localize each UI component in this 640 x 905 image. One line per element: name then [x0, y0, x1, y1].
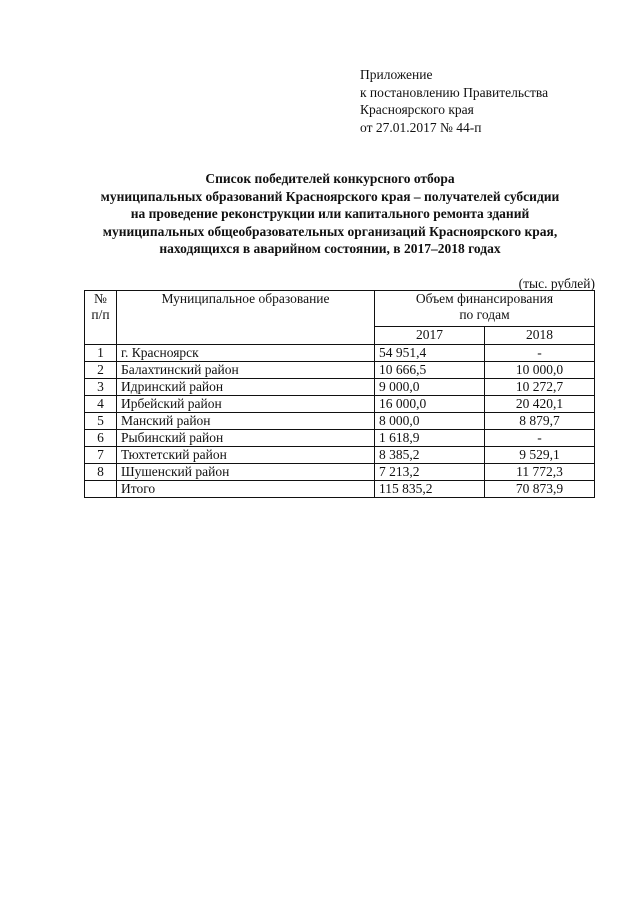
document-title [60, 170, 600, 258]
row-municipality: Шушенский район [117, 464, 375, 481]
header-funding-line1: Объем финансирования [415, 291, 554, 306]
table-total-row [85, 481, 595, 498]
appendix-line: Приложение [360, 67, 433, 82]
header-funding-line2: по годам [459, 307, 510, 322]
row-value-2017: 54 951,4 [375, 345, 485, 362]
table-row [85, 396, 595, 413]
row-number: 3 [85, 379, 117, 396]
row-value-2018: 9 529,1 [485, 447, 595, 464]
total-number [85, 481, 117, 498]
row-number: 8 [85, 464, 117, 481]
row-municipality: Манский район [117, 413, 375, 430]
title-line: находящихся в аварийном состоянии, в 2017–2018 годах [159, 241, 501, 256]
appendix-block [360, 66, 548, 136]
table-row [85, 345, 595, 362]
header-number-line2: п/п [91, 307, 110, 322]
row-value-2018: 10 272,7 [485, 379, 595, 396]
header-year-2017: 2017 [375, 327, 485, 345]
header-number-line1: № [94, 291, 107, 306]
row-value-2018: - [485, 430, 595, 447]
row-value-2018: 20 420,1 [485, 396, 595, 413]
appendix-line: от 27.01.2017 № 44-п [360, 119, 482, 135]
row-value-2018: 10 000,0 [485, 362, 595, 379]
row-number: 2 [85, 362, 117, 379]
row-value-2017: 16 000,0 [375, 396, 485, 413]
row-value-2017: 8 385,2 [375, 447, 485, 464]
table-row [85, 430, 595, 447]
table-row [85, 447, 595, 464]
table-row [85, 413, 595, 430]
row-value-2017: 10 666,5 [375, 362, 485, 379]
row-municipality: Балахтинский район [117, 362, 375, 379]
table-row [85, 464, 595, 481]
header-year-2018: 2018 [485, 327, 595, 345]
row-value-2018: - [485, 345, 595, 362]
row-number: 4 [85, 396, 117, 413]
row-value-2018: 11 772,3 [485, 464, 595, 481]
winners-table [84, 290, 595, 498]
title-line: муниципальных общеобразовательных организаций Красноярского края, [102, 223, 558, 239]
row-number: 5 [85, 413, 117, 430]
row-value-2017: 1 618,9 [375, 430, 485, 447]
total-value-2017: 115 835,2 [375, 481, 485, 498]
row-municipality: г. Красноярск [117, 345, 375, 362]
total-label: Итого [117, 481, 375, 498]
row-number: 7 [85, 447, 117, 464]
title-line: муниципальных образований Красноярского края – получателей субсидии [100, 188, 560, 204]
appendix-line: Красноярского края [360, 102, 474, 117]
total-value-2018: 70 873,9 [485, 481, 595, 498]
appendix-line: к постановлению Правительства [360, 84, 549, 100]
table-row [85, 362, 595, 379]
header-funding [375, 291, 595, 327]
row-value-2017: 9 000,0 [375, 379, 485, 396]
row-value-2018: 8 879,7 [485, 413, 595, 430]
table-row [85, 379, 595, 396]
title-line: Список победителей конкурсного отбора [205, 171, 455, 186]
row-municipality: Идринский район [117, 379, 375, 396]
title-line: на проведение реконструкции или капитального ремонта зданий [130, 206, 530, 221]
row-value-2017: 8 000,0 [375, 413, 485, 430]
header-municipality: Муниципальное образование [117, 291, 375, 345]
row-municipality: Ирбейский район [117, 396, 375, 413]
row-number: 6 [85, 430, 117, 447]
row-municipality: Рыбинский район [117, 430, 375, 447]
header-number [85, 291, 117, 345]
units-label: (тыс. рублей) [518, 276, 595, 291]
row-number: 1 [85, 345, 117, 362]
row-municipality: Тюхтетский район [117, 447, 375, 464]
row-value-2017: 7 213,2 [375, 464, 485, 481]
